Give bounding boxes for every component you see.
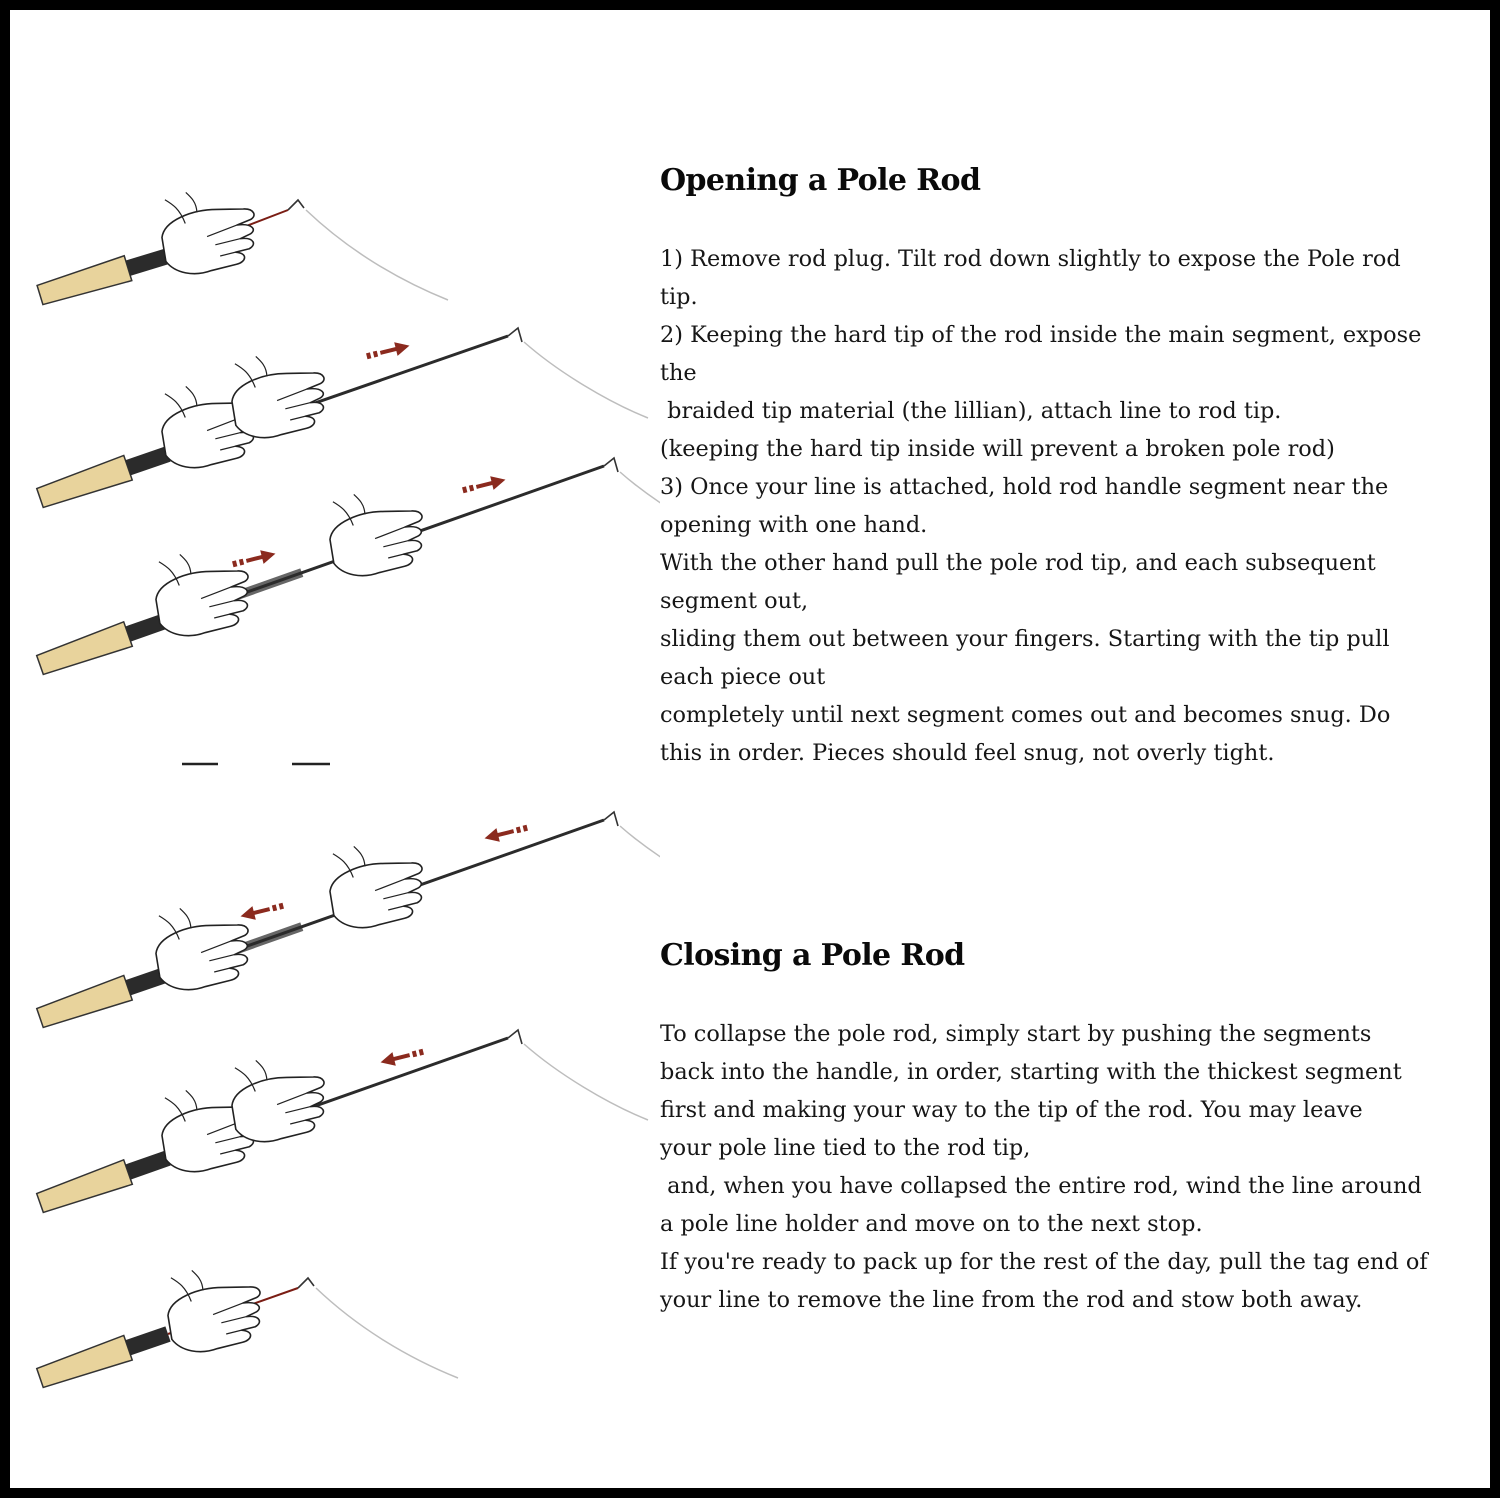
hand-icon [151,178,265,281]
arrow-left-icon [239,899,285,923]
opening-line: completely until next segment comes out and becomes snug. Do [660,702,1391,728]
closing-line: back into the handle, in order, starting with the thickest segment [660,1059,1402,1085]
hand-icon [157,1256,271,1359]
fishing-line [306,210,448,300]
rod-tip [604,812,618,826]
cork-handle [37,455,132,507]
rod-tip [508,1030,522,1044]
opening-line: opening with one hand. [660,512,928,538]
opening-title: Opening a Pole Rod [660,163,981,198]
opening-line: braided tip material (the lillian), attach line to rod tip. [660,398,1282,424]
closing-line: a pole line holder and move on to the next stop. [660,1211,1203,1237]
opening-line: tip. [660,284,698,310]
closing-line: and, when you have collapsed the entire rod, wind the line around [660,1173,1422,1199]
rod-grip [128,1334,168,1348]
closing-line: first and making your way to the tip of the rod. You may leave [660,1097,1363,1123]
hand-icon [319,480,433,583]
opening-instructions [660,240,1480,772]
arrow-right-icon [231,547,277,571]
fishing-line [620,472,660,548]
illustration-step-closed-rod [37,1256,458,1388]
fishing-line [524,1044,648,1120]
fishing-line [316,1288,458,1378]
opening-line: 1) Remove rod plug. Tilt rod down slightly to expose the Pole rod [660,246,1401,272]
opening-section [660,162,1480,772]
illustration-step-collapse-tip [37,1030,648,1212]
cork-handle [37,256,132,305]
illustration-step-extend-segments [37,458,660,674]
illustration-step-plug-removed [37,178,448,305]
closing-line: If you're ready to pack up for the rest of the day, pull the tag end of [660,1249,1428,1275]
cork-handle [37,975,132,1027]
illustration-panel [20,20,660,1498]
closing-title: Closing a Pole Rod [660,938,965,973]
opening-line: With the other hand pull the pole rod tip, and each subsequent [660,550,1376,576]
opening-line: 3) Once your line is attached, hold rod handle segment near the [660,474,1389,500]
opening-line: the [660,360,697,386]
opening-line: segment out, [660,588,809,614]
cork-handle [37,622,133,675]
opening-line: (keeping the hard tip inside will prevent a broken pole rod) [660,436,1335,462]
fishing-line [620,826,660,902]
rod-tip [288,200,304,210]
arrow-right-icon [461,473,507,497]
hand-icon [319,832,433,935]
closing-line: your line to remove the line from the rod and stow both away. [660,1287,1363,1313]
rod-grip [128,256,168,268]
opening-line: each piece out [660,664,826,690]
illustration-step-attach-line [37,328,648,507]
opening-line: sliding them out between your fingers. Starting with the tip pull [660,626,1390,652]
rod-tip [508,328,522,342]
opening-line: 2) Keeping the hard tip of the rod inside the main segment, expose [660,322,1422,348]
rod-tip [298,1278,314,1288]
closing-line: your pole line tied to the rod tip, [660,1135,1031,1161]
cork-handle [37,1160,133,1213]
fishing-line [524,342,648,418]
closing-line: To collapse the pole rod, simply start by pushing the segments [660,1021,1372,1047]
closing-instructions [660,1015,1480,1319]
rod-grip [128,1158,168,1172]
arrow-left-icon [379,1045,425,1069]
rod-grip [128,454,168,468]
illustration-step-collapse-segments [37,812,660,1027]
opening-line: this in order. Pieces should feel snug, not overly tight. [660,740,1275,766]
arrow-left-icon [483,821,529,845]
rod-tip [604,458,618,472]
cork-handle [37,1335,132,1387]
closing-section [660,937,1480,1319]
arrow-right-icon [365,339,411,363]
